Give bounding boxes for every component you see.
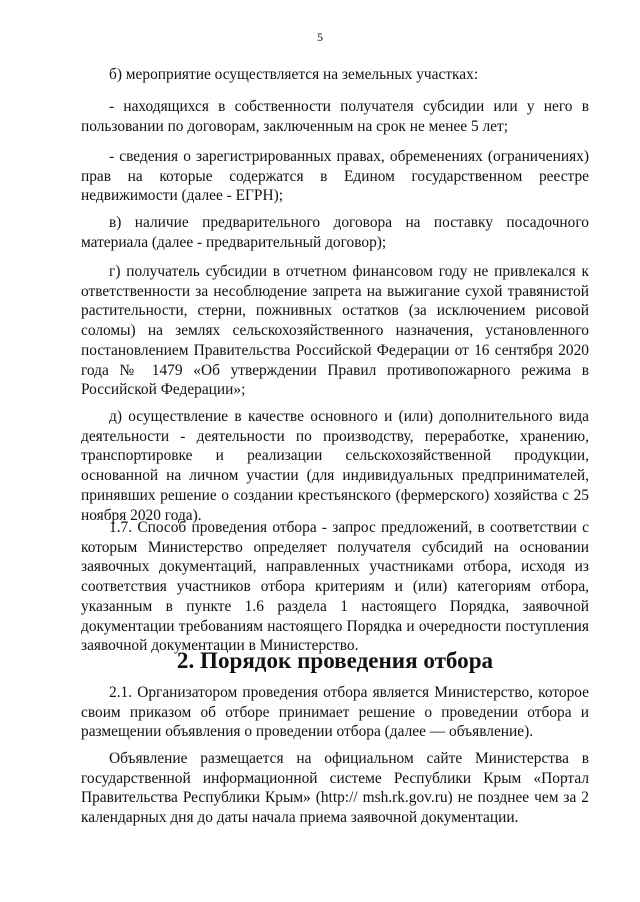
paragraph-2-1-organizer: 2.1. Организатором проведения отбора является Министерство, которое своим приказом об отборе принимает решение о проведении отбора и размещении объявления о проведении отбора (далее — объявление). — [81, 684, 589, 741]
page-number: 5 — [317, 30, 323, 44]
paragraph-b-egrn: - сведения о зарегистрированных правах, обременениях (ограничениях) прав на которые содержатся в Едином государственном реестре недвижимости (далее - ЕГРН); — [81, 148, 589, 205]
paragraph-d-activity: д) осуществление в качестве основного и (или) дополнительного вида деятельности - деятельности по производству, переработке, хранению, транспортировке и реализации сельскохозяйственной продукции, основанной на личном участии (для индивидуальных предпринимателей, принявших решение о создании крестьянского (фермерского) хозяйства с 25 ноября 2020 года). — [81, 408, 589, 524]
paragraph-v-contract: в) наличие предварительного договора на поставку посадочного материала (далее - предварительный договор); — [81, 214, 589, 251]
paragraph-g-liability: г) получатель субсидии в отчетном финансовом году не привлекался к ответственности за несоблюдение запрета на выжигание сухой травянистой растительности, стерни, пожнивных остатков (за исключением рисовой соломы) на землях сельскохозяйственного назначения, установленного постановлением Правительства Российской Федерации от 16 сентября 2020 года № 1479 «Об утверждении Правил противопожарного режима в Российской Федерации»; — [81, 263, 589, 399]
paragraph-b-intro: б) мероприятие осуществляется на земельных участках: — [109, 66, 479, 83]
paragraph-1-7-method: 1.7. Способ проведения отбора - запрос предложений, в соответствии с которым Министерство определяет получателя субсидий на основании заявочных документаций, направленных участниками отбора, исходя из соответствия участников отбора критериям и (или) категориям отбора, указанным в пункте 1.6 раздела 1 настоящего Порядка, заявочной документации требованиям настоящего Порядка и очередности поступления заявочной документации в Министерство. — [81, 519, 589, 655]
paragraph-announcement: Объявление размещается на официальном сайте Министерства в государственной информационной системе Республики Крым «Портал Правительства Республики Крым» (http:// msh.rk.gov.ru) не позднее чем за 2 календарных дня до даты начала приема заявочной документации. — [81, 750, 589, 827]
paragraph-b-ownership: - находящихся в собственности получателя субсидии или у него в пользовании по договорам, заключенным на срок не менее 5 лет; — [81, 98, 589, 135]
section-heading: 2. Порядок проведения отбора — [176, 647, 494, 673]
